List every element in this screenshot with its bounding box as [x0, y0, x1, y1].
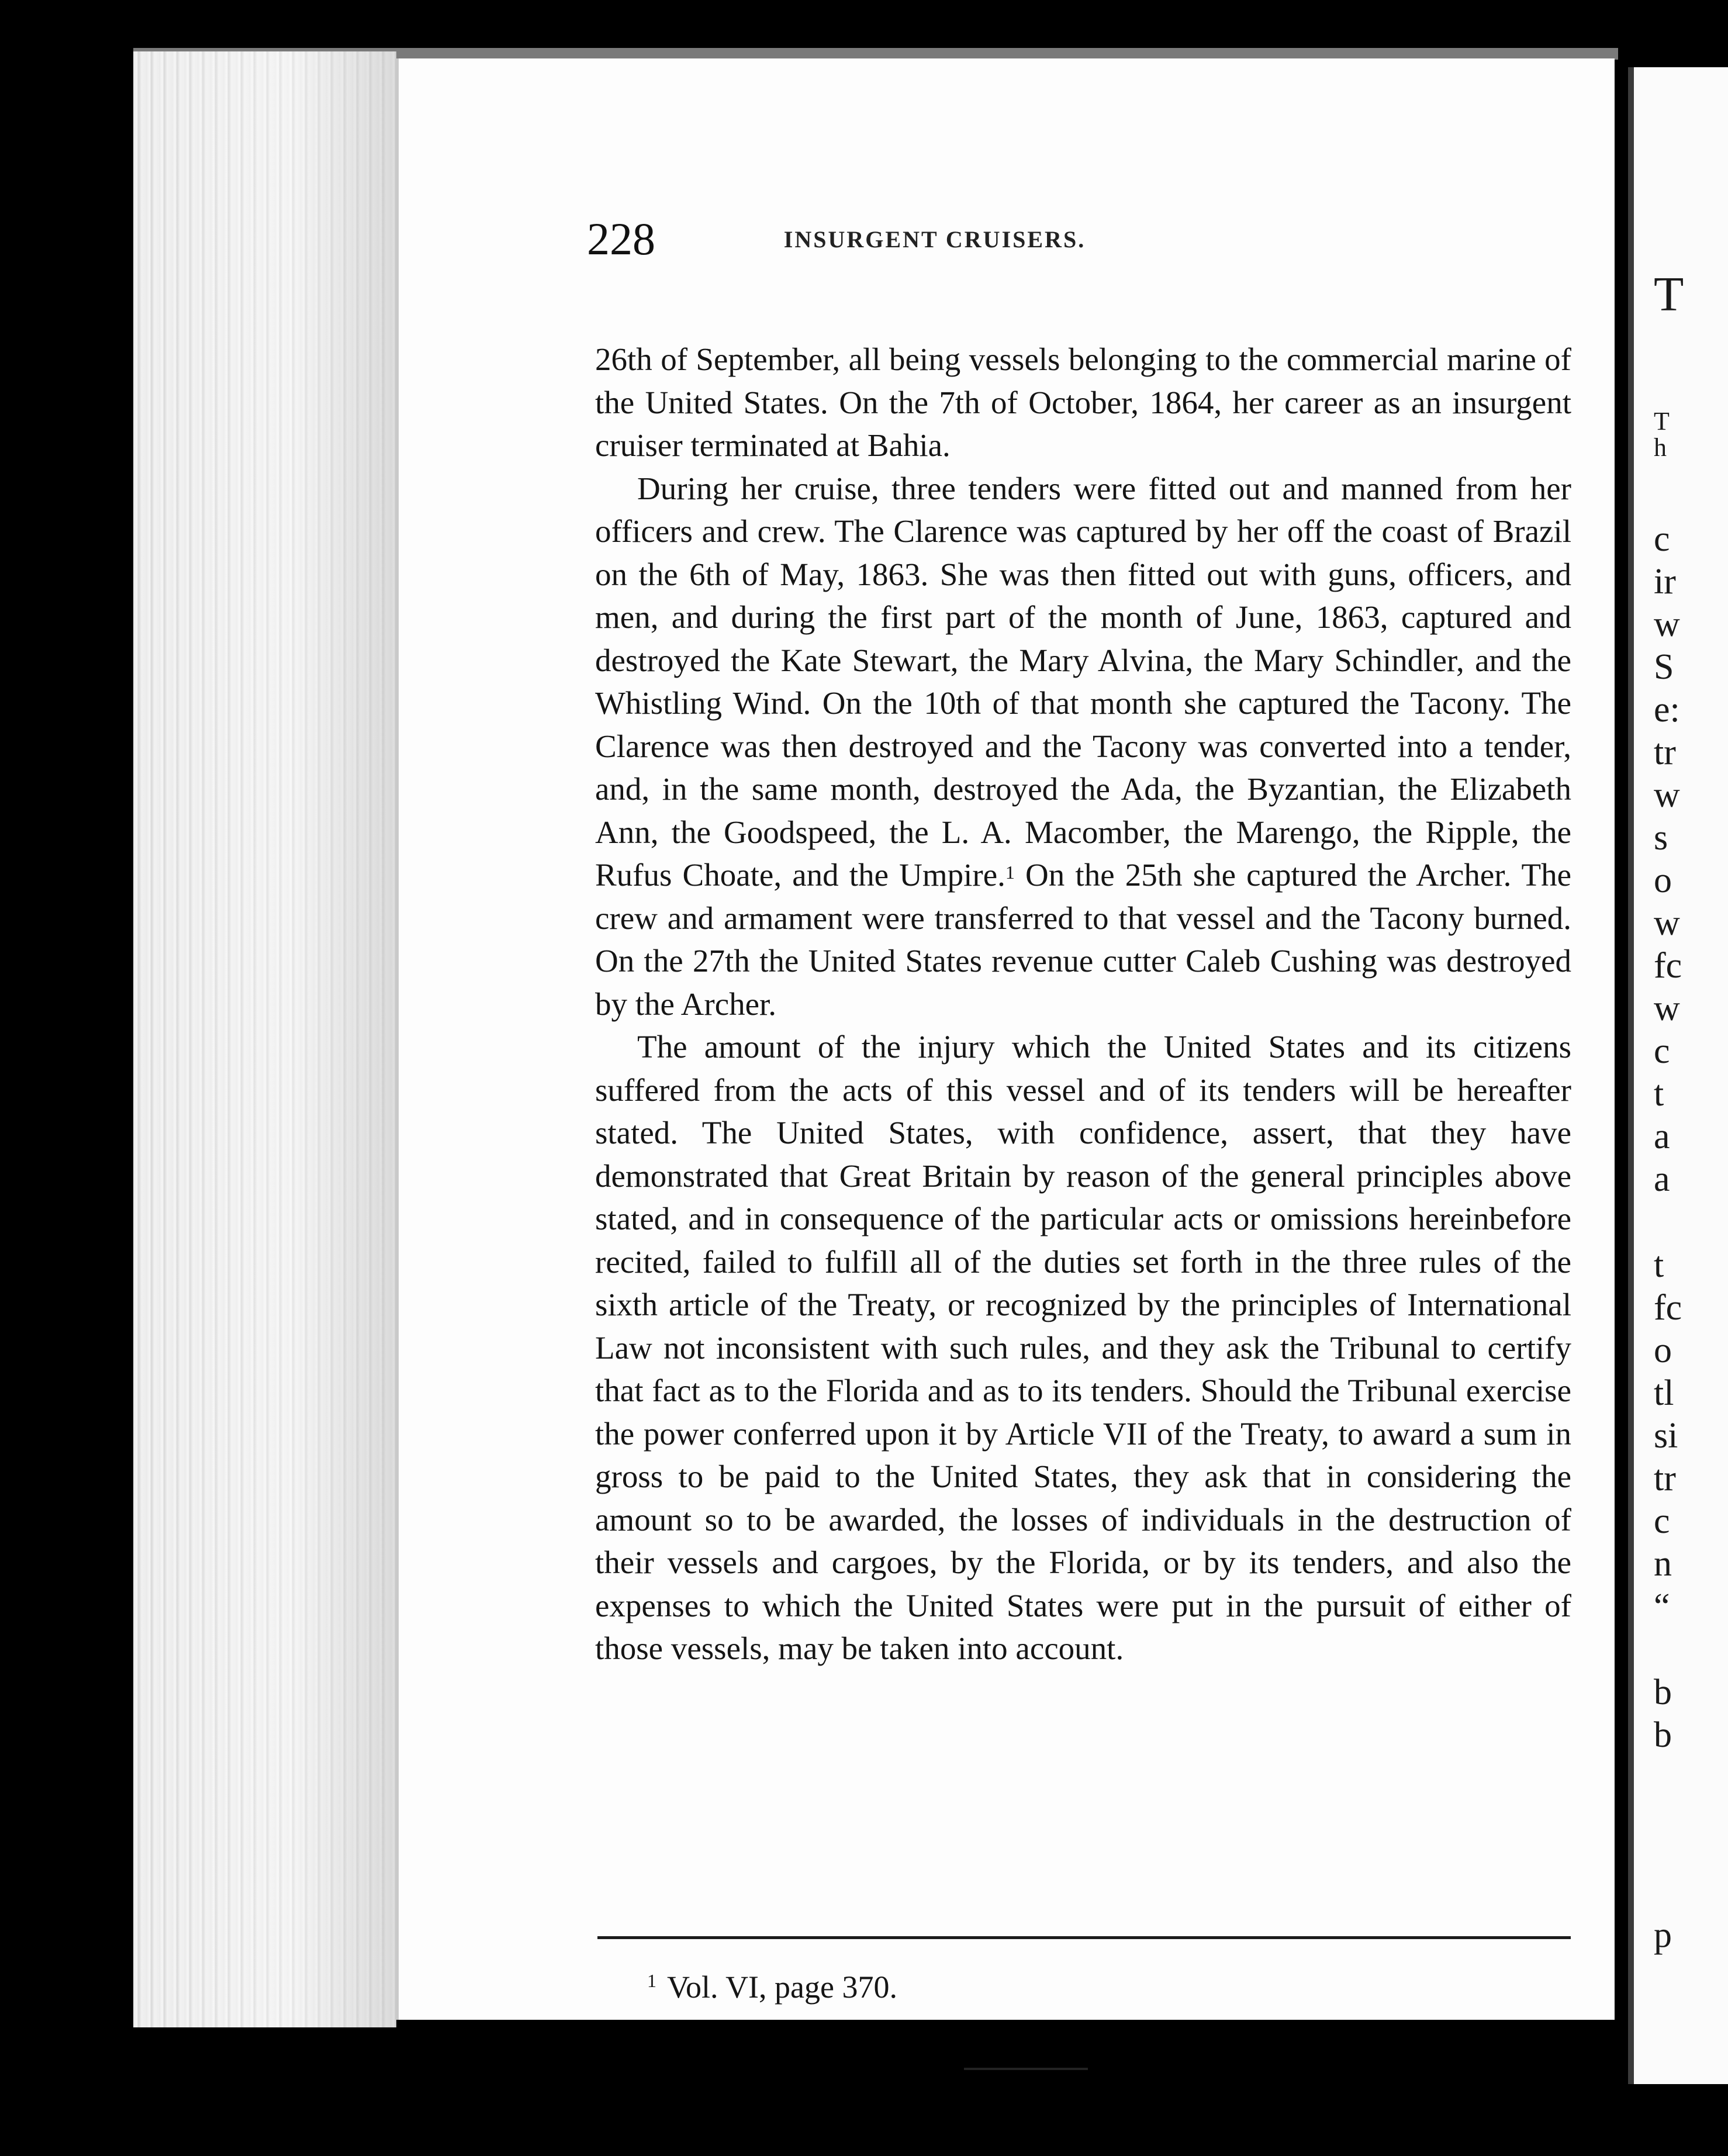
paragraph-2: [595, 467, 1571, 1026]
facing-page-fragment: e:: [1654, 690, 1680, 730]
end-rule: [964, 2068, 1088, 2070]
facing-page-fragment: tr: [1654, 733, 1676, 772]
paragraph-3: The amount of the injury which the United States and its citizens suffered from the acts of this vessel and of its tenders will be hereafter stated. The United States, with confidence, assert, that they have demonstrated that Great Britain by reason of the general principles above stated, and in consequence of the particular acts or omissions hereinbefore recited, failed to fulfill all of the duties set forth in the three rules of the sixth article of the Treaty, or recognized by the principles of International Law not inconsistent with such rules, and they ask the Tribunal to certify that fact as to the Florida and as to its tenders. Should the Tribunal exercise the power conferred upon it by Article VII of the Treaty, to award a sum in gross to be paid to the United States, they ask that in considering the amount so to be awarded, the losses of individuals in the destruction of their vessels and cargoes, by the Florida, or by its tenders, and also the expenses to which the United States were put in the pursuit of either of those vessels, may be taken into account.: [595, 1029, 1571, 1666]
facing-page-fragment: b: [1654, 1673, 1672, 1712]
facing-page-fragment: c: [1654, 1501, 1670, 1541]
facing-page-fragment: c: [1654, 519, 1670, 559]
facing-page-fragment: si: [1654, 1416, 1678, 1456]
facing-page-fragment: h: [1654, 433, 1667, 462]
facing-page-fragment: T: [1654, 407, 1670, 436]
running-head: INSURGENT CRUISERS.: [783, 226, 1086, 253]
facing-page-fragment: ir: [1654, 562, 1676, 602]
facing-page-fragment: tr: [1654, 1459, 1676, 1498]
facing-page-fragment: o: [1654, 861, 1672, 900]
facing-page-fragment: “: [1654, 1587, 1670, 1626]
body-text: [595, 338, 1571, 1670]
paragraph-2-text: During her cruise, three tenders were fitted out and manned from her officers and crew. The Clarence was captured by her off the coast of Brazil on the 6th of May, 1863. She was then fitted out with guns, officers, and men, and during the first part of the month of June, 1863, captured and destroyed the Kate Stewart, the Mary Alvina, the Mary Schindler, and the Whistling Wind. On the 10th of that month she captured the Tacony. The Clarence was then destroyed and the Tacony was converted into a tender, and, in the same month, destroyed the Ada, the Byzantian, the Elizabeth Ann, the Goodspeed, the L. A. Macomber, the Marengo, the Ripple, the Rufus Choate, and the Umpire.: [595, 470, 1571, 893]
facing-page-fragment: a: [1654, 1117, 1670, 1156]
footnote: [647, 1969, 897, 2005]
footnote-marker: 1: [647, 1970, 656, 1991]
page-edges-stack: [133, 51, 396, 2027]
facing-page-fragment: p: [1654, 1915, 1672, 1955]
facing-page-fragment: fc: [1654, 1288, 1682, 1328]
facing-page-fragment: c: [1654, 1031, 1670, 1071]
facing-page-fragment: tl: [1654, 1373, 1674, 1413]
facing-page-fragment: w: [1654, 775, 1680, 815]
facing-page-fragment: T: [1654, 267, 1684, 322]
book-page: [395, 58, 1615, 2020]
page-header: [587, 213, 1610, 271]
footnote-text: Vol. VI, page 370.: [667, 1970, 897, 2005]
page-number: 228: [587, 213, 655, 264]
facing-page: [1628, 67, 1728, 2084]
facing-page-fragment: a: [1654, 1159, 1670, 1199]
facing-page-fragment: S: [1654, 647, 1674, 687]
facing-page-fragment: t: [1654, 1074, 1664, 1114]
footnote-reference[interactable]: 1: [1005, 862, 1015, 883]
paragraph-1: 26th of September, all being vessels belonging to the commercial marine of the United States. On the 7th of October, 1864, her career as an insurgent cruiser terminated at Bahia.: [595, 341, 1571, 463]
facing-page-fragment: w: [1654, 604, 1680, 644]
facing-page-fragment: w: [1654, 989, 1680, 1028]
footnote-divider: [597, 1936, 1571, 1939]
facing-page-fragment: w: [1654, 903, 1680, 943]
facing-page-fragment: n: [1654, 1544, 1672, 1584]
facing-page-fragment: o: [1654, 1331, 1672, 1370]
paragraph-2-continuation: On the 25th she captured the Archer. The crew and armament were transferred to that vessel and the Tacony burned. On the 27th the United States revenue cutter Caleb Cushing was destroyed by the Archer.: [595, 857, 1571, 1022]
facing-page-fragment: fc: [1654, 946, 1682, 986]
facing-page-fragment: s: [1654, 818, 1668, 858]
facing-page-fragment: b: [1654, 1715, 1672, 1755]
facing-page-fragment: t: [1654, 1245, 1664, 1285]
